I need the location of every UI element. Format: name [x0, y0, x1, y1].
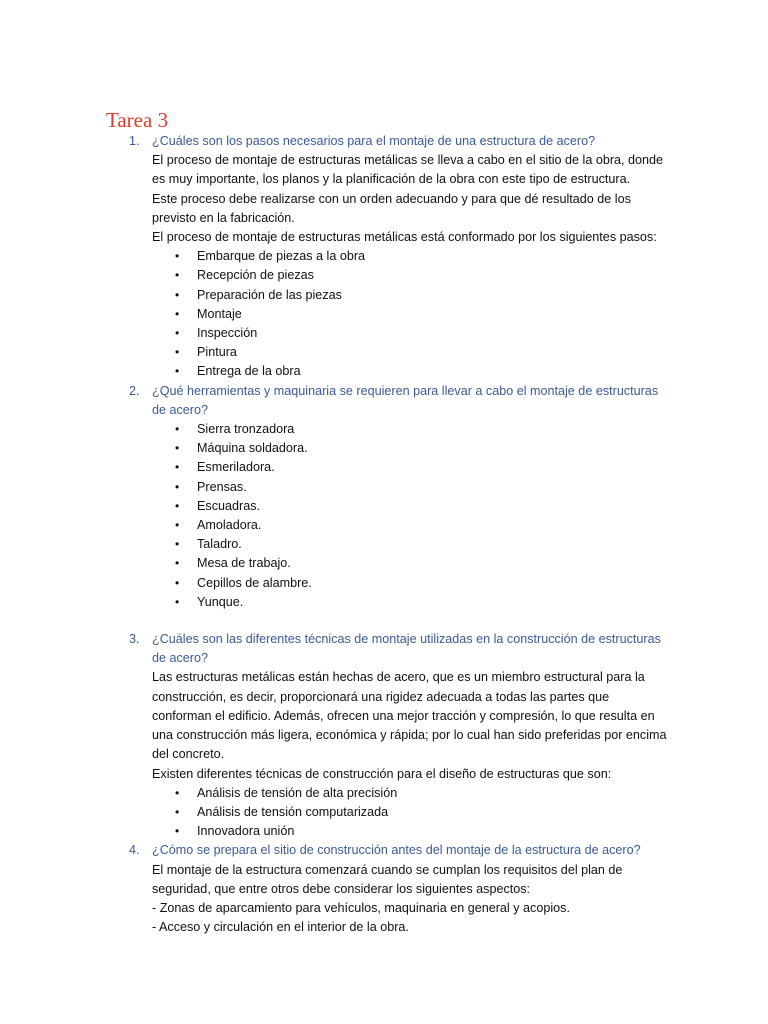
bullet-icon: • — [175, 460, 180, 475]
list-item: • Escuadras. — [0, 497, 768, 516]
q1-paragraph-2: Este proceso debe realizarse con un orden adecuando y para que dé resultado de los previsto en la fabricación. — [152, 191, 631, 225]
question-1-text: ¿Cuáles son los pasos necesarios para el montaje de una estructura de acero? — [152, 134, 596, 148]
bullet-icon: • — [175, 804, 180, 819]
list-item: • Prensas. — [0, 478, 768, 497]
bullet-icon: • — [175, 575, 180, 590]
bullet-icon: • — [175, 249, 180, 264]
bullet-icon: • — [175, 441, 180, 456]
document-content — [0, 132, 768, 937]
q3-techniques-list — [0, 784, 768, 842]
bullet-icon: • — [175, 824, 180, 839]
question-2-text: ¿Qué herramientas y maquinaria se requieren para llevar a cabo el montaje de estructuras de acero? — [152, 383, 659, 417]
list-item: • Innovadora unión — [0, 822, 768, 841]
list-item: • Taladro. — [0, 535, 768, 554]
question-3-number: 3. — [129, 632, 140, 647]
question-1 — [0, 132, 768, 151]
bullet-icon: • — [175, 306, 180, 321]
list-item: • Recepción de piezas — [0, 266, 768, 285]
list-item: • Amoladora. — [0, 516, 768, 535]
list-item: • Inspección — [0, 324, 768, 343]
question-4-text: ¿Cómo se prepara el sitio de construcción antes del montaje de la estructura de acero? — [152, 843, 641, 858]
question-2-number: 2. — [129, 383, 140, 398]
q1-paragraph-3: El proceso de montaje de estructuras metálicas está conformado por los siguientes pasos: — [152, 230, 657, 245]
list-item: • Yunque. — [0, 593, 768, 612]
question-4 — [0, 841, 768, 860]
q2-tools-list — [0, 420, 768, 612]
bullet-icon: • — [175, 345, 180, 360]
bullet-icon: • — [175, 498, 180, 513]
question-1-number: 1. — [129, 134, 140, 148]
q4-paragraph-1: El montaje de la estructura comenzará cuando se cumplan los requisitos del plan de seguridad, que entre otros debe considerar los siguientes aspectos: — [152, 862, 623, 896]
bullet-icon: • — [175, 364, 180, 379]
bullet-icon: • — [175, 326, 180, 341]
list-item: • Embarque de piezas a la obra — [0, 247, 768, 266]
list-item: • Entrega de la obra — [0, 362, 768, 381]
bullet-icon: • — [175, 479, 180, 494]
list-item: • Máquina soldadora. — [0, 439, 768, 458]
question-3 — [0, 630, 768, 668]
question-2 — [0, 382, 768, 420]
list-item: • Esmeriladora. — [0, 458, 768, 477]
list-item: • Análisis de tensión de alta precisión — [0, 784, 768, 803]
bullet-icon: • — [175, 518, 180, 533]
bullet-icon: • — [175, 785, 180, 800]
list-item: • Sierra tronzadora — [0, 420, 768, 439]
q4-paragraph-2: - Zonas de aparcamiento para vehículos, maquinaria en general y acopios. — [152, 900, 570, 915]
bullet-icon: • — [175, 268, 180, 283]
document-title: Tarea 3 — [106, 108, 169, 132]
q4-paragraph-3: - Acceso y circulación en el interior de la obra. — [152, 920, 409, 935]
list-item: • Preparación de las piezas — [0, 286, 768, 305]
q3-paragraph-1: Las estructuras metálicas están hechas de acero, que es un miembro estructural para la construcción, es decir, proporcionará una rigidez adecuada a todas las partes que conforman el edificio. Además, ofrecen una mejor tracción y compresión, lo que resulta en una construcción más ligera, económica y rápida; por lo cual han sido preferidas por encima del concreto. — [152, 670, 667, 762]
list-item: • Cepillos de alambre. — [0, 574, 768, 593]
q3-paragraph-2: Existen diferentes técnicas de construcción para el diseño de estructuras que son: — [152, 766, 612, 781]
list-item: • Pintura — [0, 343, 768, 362]
list-item: • Mesa de trabajo. — [0, 554, 768, 573]
list-item: • Montaje — [0, 305, 768, 324]
bullet-icon: • — [175, 537, 180, 552]
bullet-icon: • — [175, 594, 180, 609]
bullet-icon: • — [175, 556, 180, 571]
question-4-number: 4. — [129, 843, 140, 858]
q1-paragraph-1: El proceso de montaje de estructuras metálicas se lleva a cabo en el sitio de la obra, donde es muy importante, los planos y la planificación de la obra con este tipo de estructura. — [152, 153, 664, 187]
section-spacer — [0, 612, 768, 630]
bullet-icon: • — [175, 287, 180, 302]
bullet-icon: • — [175, 422, 180, 437]
question-3-text: ¿Cuáles son las diferentes técnicas de montaje utilizadas en la construcción de estructuras de acero? — [152, 632, 661, 666]
list-item: • Análisis de tensión computarizada — [0, 803, 768, 822]
q1-steps-list — [0, 247, 768, 381]
